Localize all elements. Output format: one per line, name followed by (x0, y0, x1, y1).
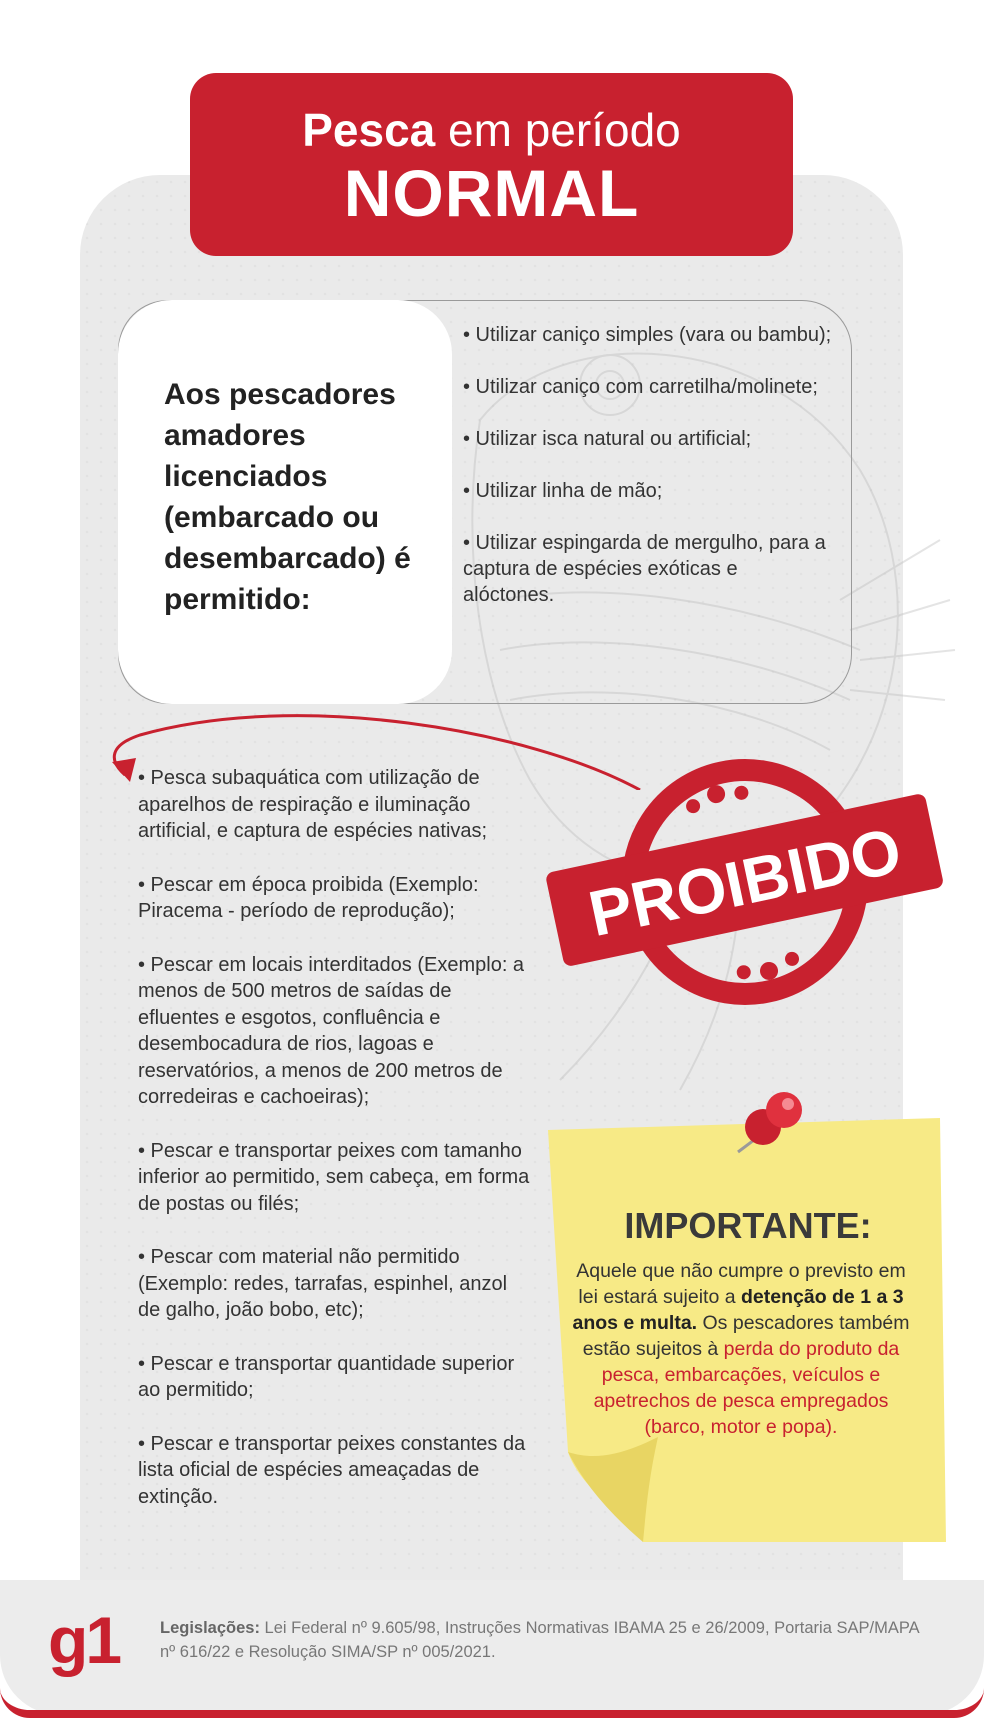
title-line-1 (190, 103, 793, 157)
footer-legislation-text (160, 1616, 920, 1664)
allowed-heading: Aos pescadores amadores licenciados (embarcado ou desembarcado) é permitido: (164, 378, 411, 616)
note-text-losses: perda do produto da pesca, embarcações, veículos e apetrechos de pesca empregados (barco, motor e popa). (593, 1338, 900, 1438)
prohibited-item: • Pescar e transportar quantidade superior ao permitido; (138, 1352, 515, 1401)
note-title: IMPORTANTE: (624, 1205, 872, 1246)
g1-logo: g1 (48, 1603, 120, 1677)
prohibited-item: • Pesca subaquática com utilização de aparelhos de respiração e iluminação artificial, e captura de espécies nativas; (138, 767, 488, 842)
footer-sources: Lei Federal nº 9.605/98, Instruções Normativas IBAMA 25 e 26/2009, Portaria SAP/MAPA nº 616/22 e Resolução SIMA/SP nº 005/2021. (160, 1619, 919, 1661)
allowed-item: • Utilizar isca natural ou artificial; (463, 428, 752, 450)
title-rest-words: em período (435, 104, 681, 156)
prohibited-item: • Pescar em época proibida (Exemplo: Piracema - período de reprodução); (138, 873, 479, 922)
note-text-middle: Os pescadores também estão sujeitos à (582, 1312, 910, 1360)
prohibited-item: • Pescar em locais interditados (Exemplo: a menos de 500 metros de saídas de efluentes e esgotos, confluência e desembocadura de rios, lagoas e reservatórios, a menos de 200 metros de corredeiras e cachoeiras); (138, 953, 525, 1108)
prohibited-list (138, 765, 533, 1537)
prohibited-item: • Pescar e transportar peixes com tamanho inferior ao permitido, sem cabeça, em forma de postas ou filés; (138, 1139, 530, 1215)
note-text (565, 1258, 917, 1440)
allowed-item: • Utilizar caniço com carretilha/molinete; (463, 376, 818, 398)
allowed-item: • Utilizar caniço simples (vara ou bambu); (463, 324, 832, 346)
note-text-intro: Aquele que não cumpre o previsto em lei estará sujeito a (576, 1260, 906, 1308)
footer (0, 1580, 984, 1727)
footer-red-line (0, 1688, 984, 1718)
allowed-list (463, 322, 833, 634)
footer-label: Legislações: (160, 1619, 260, 1637)
allowed-item: • Utilizar espingarda de mergulho, para a captura de espécies exóticas e alóctones. (463, 532, 826, 606)
prohibited-stamp (545, 752, 945, 1012)
note-text-penalty: detenção de 1 a 3 anos e multa. (572, 1286, 904, 1334)
title-line-2: NORMAL (343, 156, 640, 230)
prohibited-item: • Pescar e transportar peixes constantes da lista oficial de espécies ameaçadas de extinção. (138, 1432, 526, 1508)
title-banner (190, 73, 793, 256)
allowed-item: • Utilizar linha de mão; (463, 480, 663, 502)
stamp-label: PROIBIDO (582, 813, 908, 951)
prohibited-item: • Pescar com material não permitido (Exemplo: redes, tarrafas, espinhel, anzol de galho, joão bobo, etc); (138, 1246, 508, 1321)
title-bold-word: Pesca (302, 104, 436, 156)
